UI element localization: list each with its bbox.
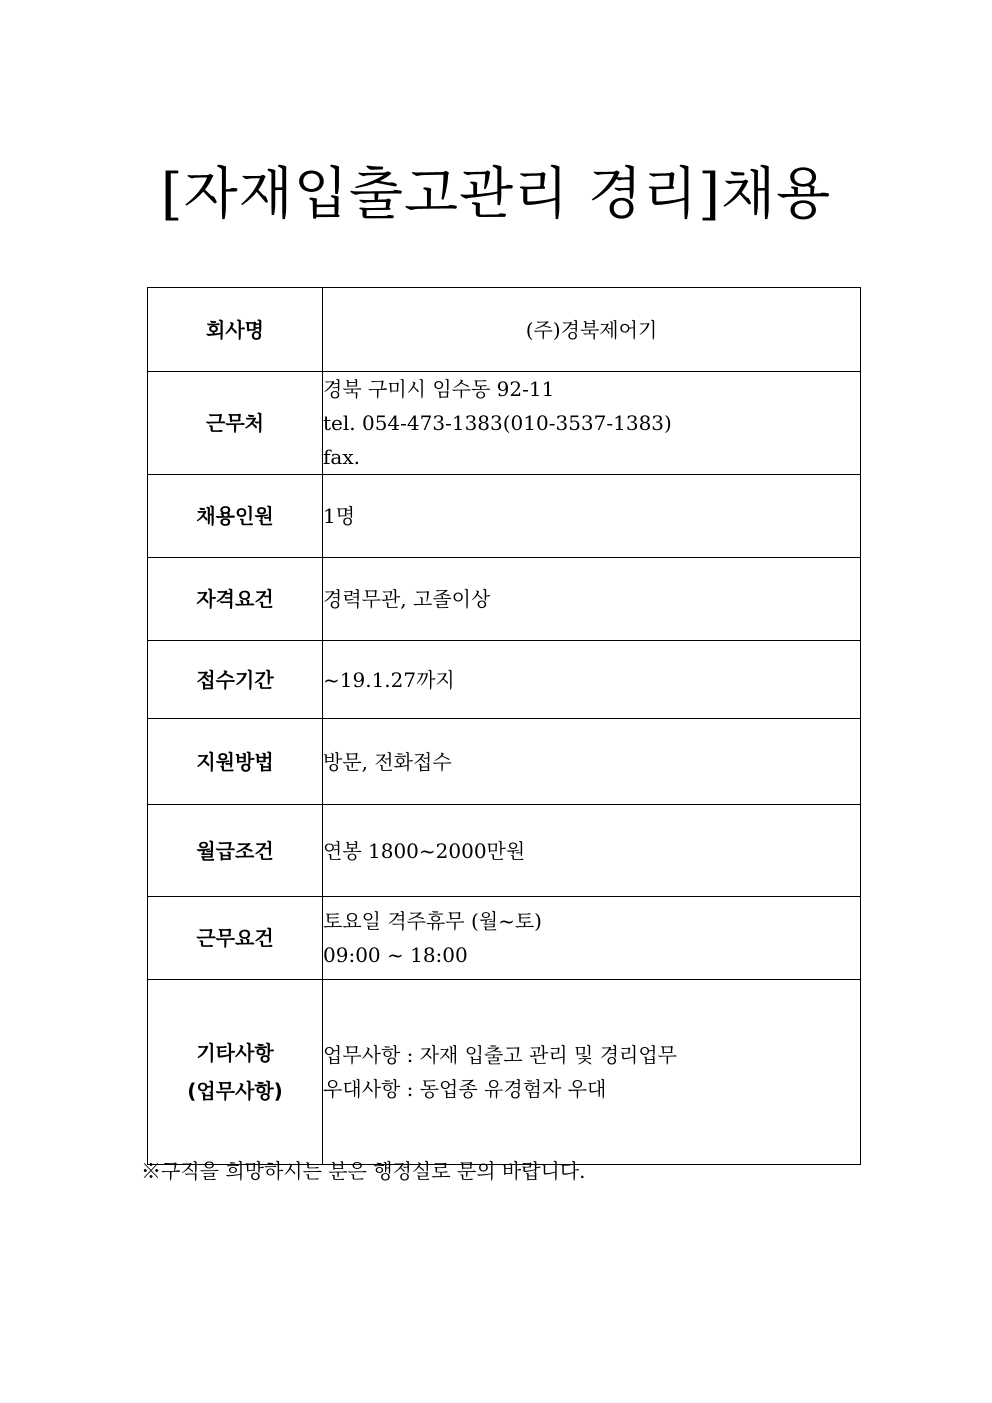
value-fax: fax. xyxy=(323,445,360,469)
table-row-company xyxy=(148,288,861,372)
value-application-period xyxy=(323,641,861,719)
label-workplace xyxy=(148,372,323,475)
value-duties: 업무사항 : 자재 입출고 관리 및 경리업무 xyxy=(323,1043,678,1067)
table-row-other-notes xyxy=(148,980,861,1165)
table-row-qualification xyxy=(148,558,861,641)
value-text: 방문, 전화접수 xyxy=(323,749,452,774)
label-text: 자격요건 xyxy=(196,587,274,611)
value-company xyxy=(323,288,861,372)
value-text: 1명 xyxy=(323,504,356,528)
value-address: 경북 구미시 임수동 92-11 xyxy=(323,377,555,401)
value-text: 경력무관, 고졸이상 xyxy=(323,587,491,611)
value-workplace xyxy=(323,372,861,475)
value-text: (주)경북제어기 xyxy=(525,317,658,342)
value-other-notes xyxy=(323,980,861,1165)
label-application-period xyxy=(148,641,323,719)
label-subtext: (업무사항) xyxy=(187,1079,283,1103)
footnote: ※구직을 희망하시는 분은 행정실로 문의 바랍니다. xyxy=(141,1159,586,1183)
page-title: [자재입출고관리 경리]채용 xyxy=(160,162,832,227)
table-row-salary xyxy=(148,805,861,897)
label-salary xyxy=(148,805,323,897)
label-qualification xyxy=(148,558,323,641)
label-text: 접수기간 xyxy=(196,667,274,692)
value-text: ~19.1.27까지 xyxy=(323,667,455,692)
label-text: 기타사항 xyxy=(196,1041,274,1065)
label-text: 채용인원 xyxy=(196,504,274,528)
label-application-method xyxy=(148,719,323,805)
label-text: 지원방법 xyxy=(196,749,274,774)
table-row-application-method xyxy=(148,719,861,805)
table-row-headcount xyxy=(148,475,861,558)
label-other-notes xyxy=(148,980,323,1165)
label-text: 근무처 xyxy=(206,411,264,435)
label-text: 근무요건 xyxy=(196,926,274,950)
value-hours: 09:00 ~ 18:00 xyxy=(323,943,468,967)
label-working-conditions xyxy=(148,897,323,980)
value-text: 연봉 1800~2000만원 xyxy=(323,838,526,863)
value-application-method xyxy=(323,719,861,805)
value-headcount xyxy=(323,475,861,558)
label-text: 월급조건 xyxy=(196,838,274,863)
value-qualification xyxy=(323,558,861,641)
table-row-working-conditions xyxy=(148,897,861,980)
value-salary xyxy=(323,805,861,897)
job-info-table xyxy=(147,287,861,1165)
label-headcount xyxy=(148,475,323,558)
table-row-workplace xyxy=(148,372,861,475)
value-working-conditions xyxy=(323,897,861,980)
label-company xyxy=(148,288,323,372)
label-text: 회사명 xyxy=(206,317,264,342)
table-row-application-period xyxy=(148,641,861,719)
value-schedule: 토요일 격주휴무 (월~토) xyxy=(323,909,542,933)
value-phone: tel. 054-473-1383(010-3537-1383) xyxy=(323,411,672,435)
value-preference: 우대사항 : 동업종 유경험자 우대 xyxy=(323,1077,607,1101)
